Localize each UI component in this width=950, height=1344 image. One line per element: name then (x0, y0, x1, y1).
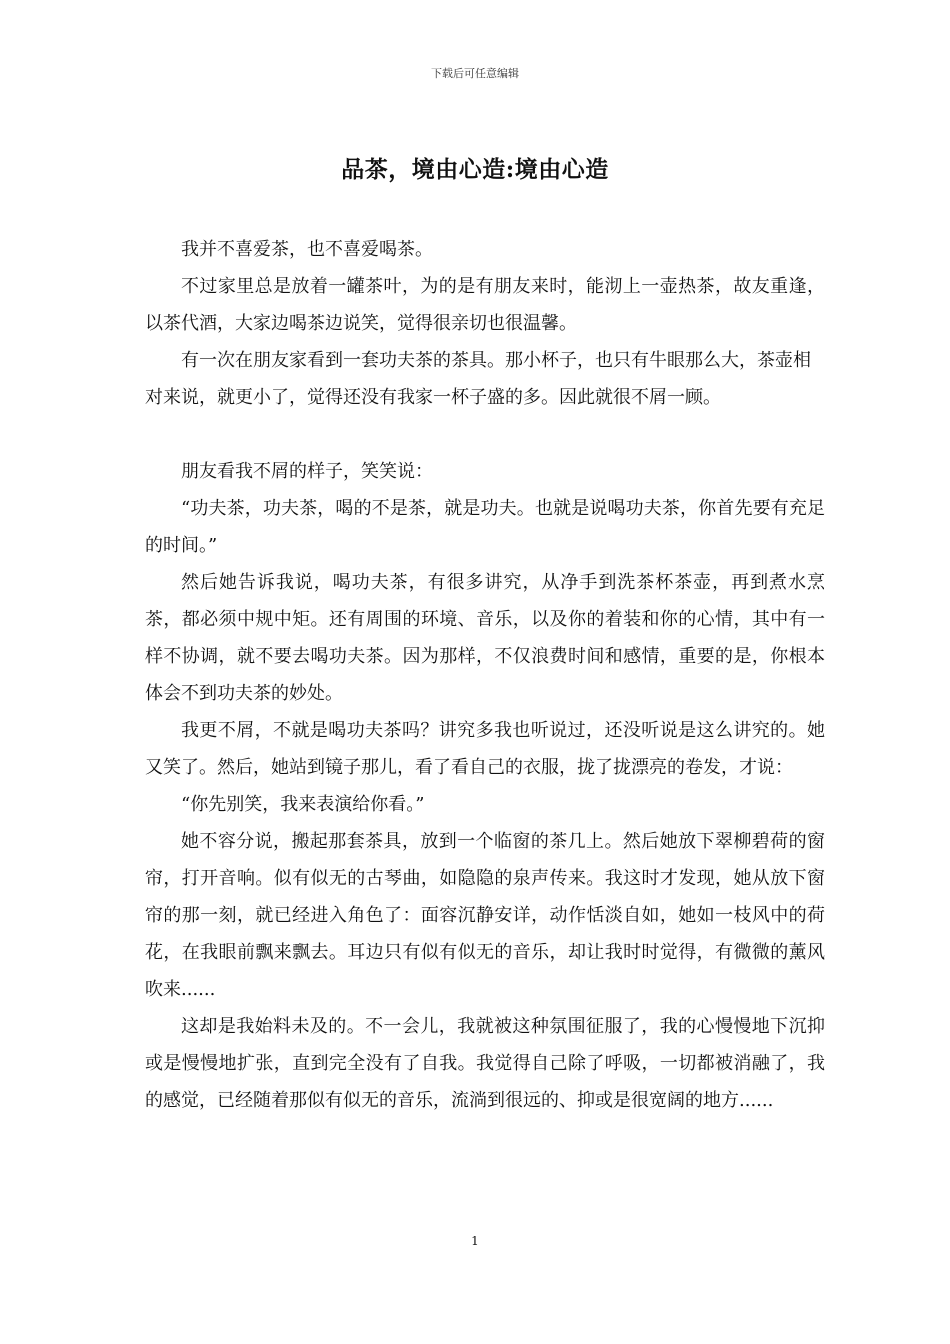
paragraph-8: “你先别笑，我来表演给你看。” (181, 794, 425, 815)
paragraph-5: “功夫茶，功夫茶，喝的不是茶，就是功夫。也就是说喝功夫茶，你首先要有充足的时间。” (145, 498, 825, 556)
paragraph-spacer (145, 416, 825, 453)
paragraph-9: 她不容分说，搬起那套茶具，放到一个临窗的茶几上。然后她放下翠柳碧荷的窗帘，打开音响。似有似无的古琴曲，如隐隐的泉声传来。我这时才发现，她从放下窗帘的那一刻，就已经进入角色了：面容沉静安详，动作恬淡自如，她如一枝风中的荷花，在我眼前飘来飘去。耳边只有似有似无的音乐，却让我时时觉得，有微微的薰风吹来...... (145, 831, 825, 1000)
paragraph-1: 我并不喜爱茶，也不喜爱喝茶。 (181, 239, 433, 260)
paragraph-7: 我更不屑，不就是喝功夫茶吗？讲究多我也听说过，还没听说是这么讲究的。她又笑了。然后，她站到镜子那儿，看了看自己的衣服，拢了拢漂亮的卷发，才说： (145, 720, 825, 778)
paragraph-10: 这却是我始料未及的。不一会儿，我就被这种氛围征服了，我的心慢慢地下沉抑或是慢慢地扩张，直到完全没有了自我。我觉得自己除了呼吸，一切都被消融了，我的感觉，已经随着那似有似无的音乐，流淌到很远的、抑或是很宽阔的地方...... (145, 1016, 825, 1111)
page-number: 1 (471, 1234, 479, 1248)
paragraph-2: 不过家里总是放着一罐茶叶，为的是有朋友来时，能沏上一壶热茶，故友重逢，以茶代酒，大家边喝茶边说笑，觉得很亲切也很温馨。 (145, 276, 825, 334)
document-title: 品茶，境由心造:境由心造 (341, 156, 609, 183)
paragraph-3: 有一次在朋友家看到一套功夫茶的茶具。那小杯子，也只有牛眼那么大，茶壶相对来说，就更小了，觉得还没有我家一杯子盛的多。因此就很不屑一顾。 (145, 350, 811, 408)
paragraph-4: 朋友看我不屑的样子，笑笑说： (181, 461, 433, 482)
document-body (145, 231, 825, 1119)
paragraph-6: 然后她告诉我说，喝功夫茶，有很多讲究，从净手到洗茶杯茶壶，再到煮水烹茶，都必须中规中矩。还有周围的环境、音乐，以及你的着装和你的心情，其中有一样不协调，就不要去喝功夫茶。因为那样，不仅浪费时间和感情，重要的是，你根本体会不到功夫茶的妙处。 (145, 572, 825, 704)
page-header: 下载后可任意编辑 (431, 67, 519, 80)
